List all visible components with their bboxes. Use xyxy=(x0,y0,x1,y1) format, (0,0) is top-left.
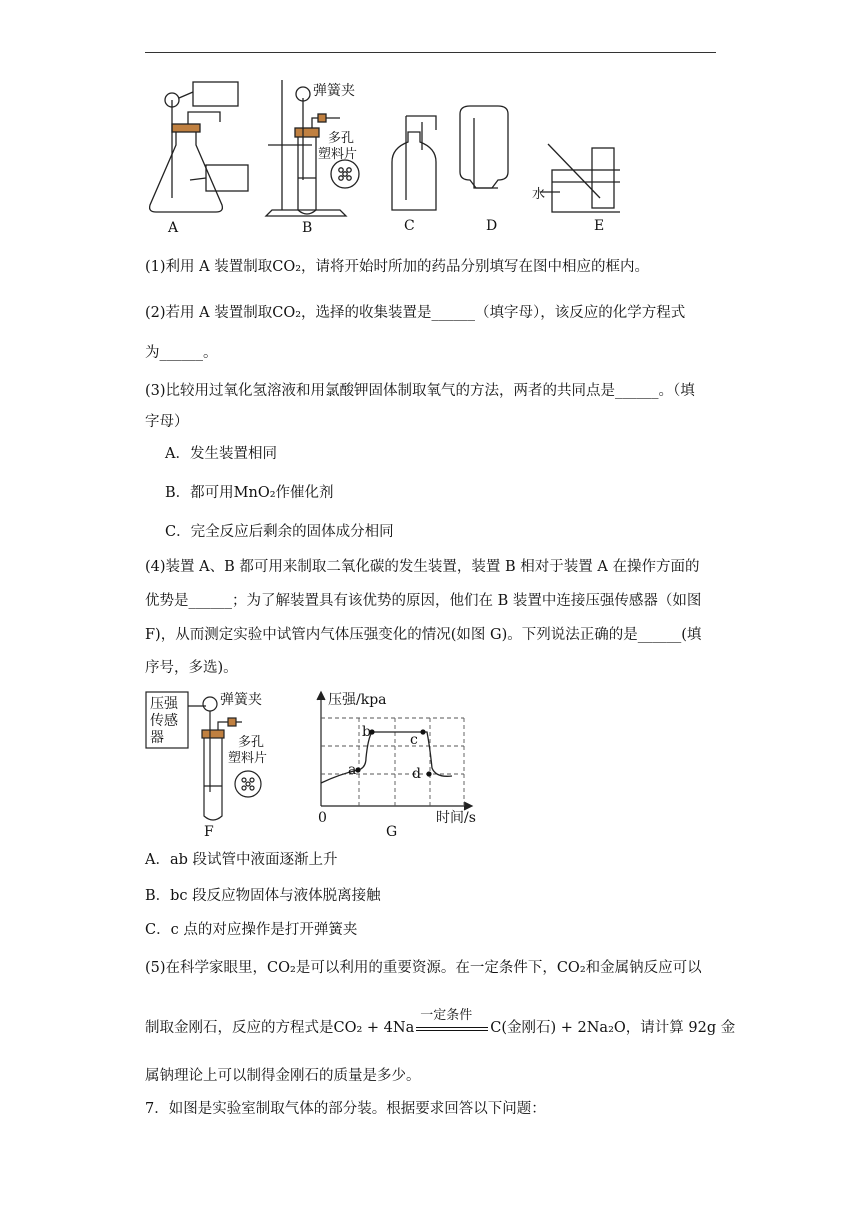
top-rule xyxy=(145,52,716,53)
pressure-curve xyxy=(321,732,452,783)
label-E: E xyxy=(594,218,605,234)
equation-suffix: C(金刚石) + 2Na₂O，请计算 92g 金 xyxy=(490,1020,736,1036)
question-4-option-b: B．bc 段反应物固体与液体脱离接触 xyxy=(145,888,381,904)
point-b-label: b xyxy=(362,724,371,740)
question-4-line-3: F)，从而测定实验中试管内气体压强变化的情况(如图 G)。下列说法正确的是______(填 xyxy=(145,627,702,643)
label-F: F xyxy=(204,824,214,840)
question-4-line-2: 优势是______；为了解装置具有该优势的原因，他们在 B 装置中连接压强传感器（如图 xyxy=(145,593,702,609)
question-4-option-a: A．ab 段试管中液面逐渐上升 xyxy=(145,852,338,868)
question-4-option-c: C．c 点的对应操作是打开弹簧夹 xyxy=(145,922,358,938)
question-2-line-1: (2)若用 A 装置制取CO₂，选择的收集装置是______（填字母），该反应的化学方程式 xyxy=(145,305,686,321)
question-7: 7．如图是实验室制取气体的部分装。根据要求回答以下问题： xyxy=(145,1101,546,1117)
point-d xyxy=(426,771,431,776)
label-B: B xyxy=(302,220,313,236)
question-3-line-1: (3)比较用过氧化氢溶液和用氯酸钾固体制取氧气的方法，两者的共同点是______。（填 xyxy=(145,383,695,399)
question-4-line-1: (4)装置 A、B 都可用来制取二氧化碳的发生装置，装置 B 相对于装置 A 在操作方面的 xyxy=(145,559,700,575)
equation-prefix: 制取金刚石，反应的方程式是CO₂ + 4Na xyxy=(145,1020,415,1036)
apparatus-figure xyxy=(140,70,620,240)
question-5-equation-line xyxy=(145,1008,736,1038)
question-3-option-a: A．发生装置相同 xyxy=(165,446,277,462)
point-c xyxy=(420,729,425,734)
pressure-figure xyxy=(140,688,500,840)
reaction-condition xyxy=(414,1008,490,1038)
porous-plate-label-2b: 塑料片 xyxy=(228,751,268,766)
question-1: (1)利用 A 装置制取CO₂，请将开始时所加的药品分别填写在图中相应的框内。 xyxy=(145,259,650,275)
question-3-option-c: C．完全反应后剩余的固体成分相同 xyxy=(165,524,394,540)
porous-plate-label-1b: 塑料片 xyxy=(318,147,358,162)
reaction-condition-text: 一定条件 xyxy=(420,1008,473,1023)
sensor-label-2: 传感 xyxy=(150,713,178,729)
origin-label: 0 xyxy=(318,810,327,826)
point-a-label: a xyxy=(348,762,357,778)
water-label: 水 xyxy=(532,187,546,202)
spring-clip-label-2: 弹簧夹 xyxy=(220,692,262,708)
point-d-label: d xyxy=(412,766,421,782)
question-2-line-2: 为______。 xyxy=(145,345,218,361)
y-axis-label: 压强/kpa xyxy=(328,692,387,708)
question-4-line-4: 序号，多选)。 xyxy=(145,660,238,676)
question-5-line-1: (5)在科学家眼里，CO₂是可以利用的重要资源。在一定条件下，CO₂和金属钠反应可以 xyxy=(145,960,702,976)
label-C: C xyxy=(404,218,415,234)
question-5-line-3: 属钠理论上可以制得金刚石的质量是多少。 xyxy=(145,1068,421,1084)
spring-clip-label-1: 弹簧夹 xyxy=(313,83,355,99)
question-3-option-b: B．都可用MnO₂作催化剂 xyxy=(165,485,334,501)
porous-plate-label-1a: 多孔 xyxy=(328,131,355,146)
point-c-label: c xyxy=(410,732,418,748)
reaction-arrow xyxy=(416,1027,488,1031)
label-D: D xyxy=(486,218,498,234)
sensor-label-1: 压强 xyxy=(150,696,178,712)
porous-plate-label-2a: 多孔 xyxy=(238,735,265,750)
label-G: G xyxy=(386,824,398,840)
question-3-line-2: 字母） xyxy=(145,414,189,430)
x-axis-label: 时间/s xyxy=(436,810,476,826)
label-A: A xyxy=(168,220,179,236)
sensor-label-3: 器 xyxy=(150,730,164,746)
